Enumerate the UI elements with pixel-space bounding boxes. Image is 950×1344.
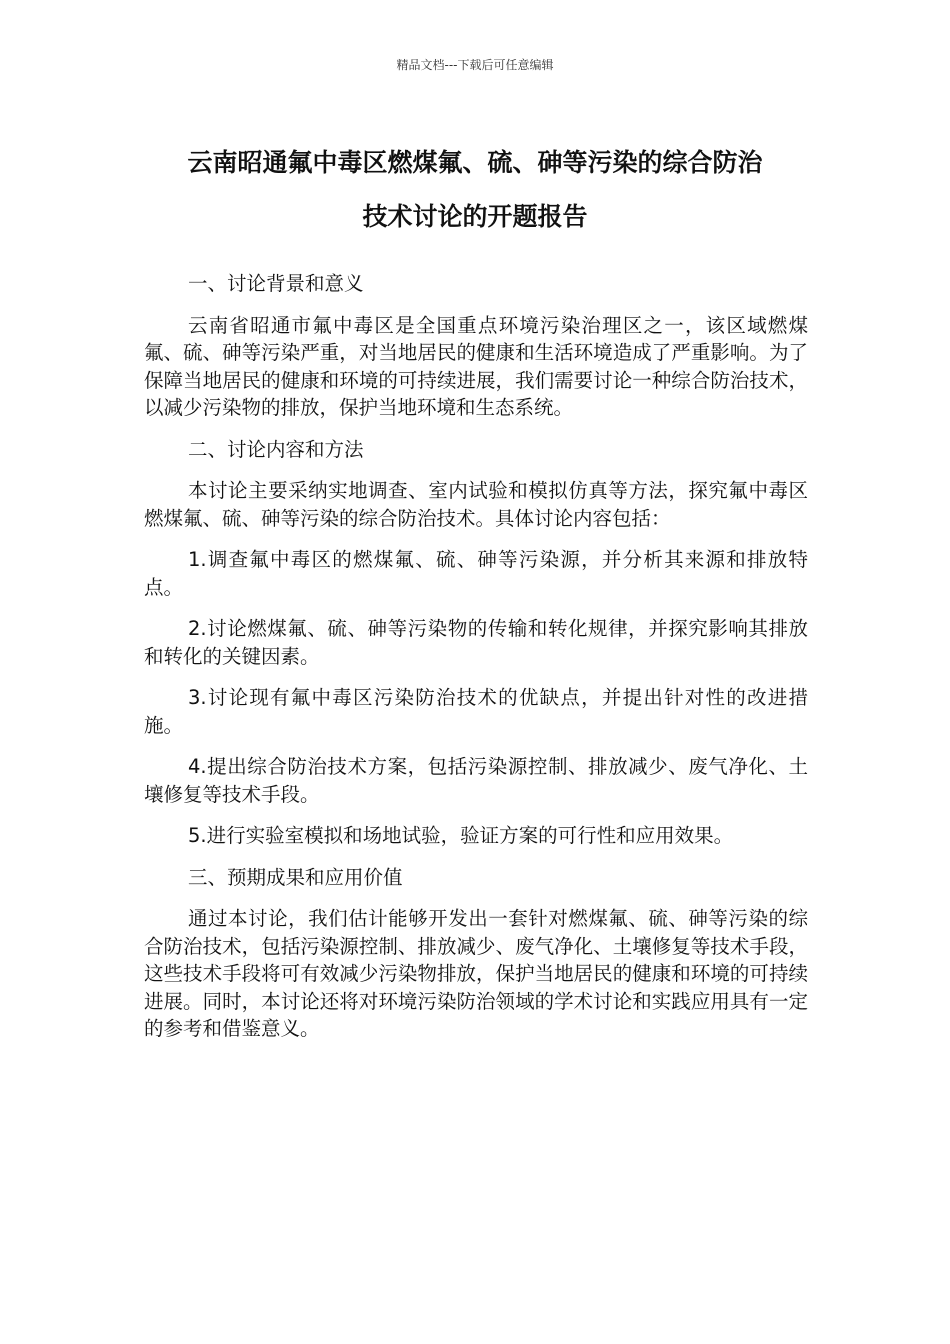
content-methods-paragraph: 本讨论主要采纳实地调查、室内试验和模拟仿真等方法，探究氟中毒区燃煤氟、硫、砷等污染的综合防治技术。具体讨论内容包括：	[144, 479, 808, 530]
content-item-3: 3.讨论现有氟中毒区污染防治技术的优缺点，并提出针对性的改进措施。	[144, 686, 808, 737]
title-line-2: 技术讨论的开题报告	[362, 202, 588, 231]
expected-results-paragraph: 通过本讨论，我们估计能够开发出一套针对燃煤氟、硫、砷等污染的综合防治技术，包括污染源控制、排放减少、废气净化、土壤修复等技术手段，这些技术手段将可有效减少污染物排放，保护当地居民的健康和环境的可持续进展。同时，本讨论还将对环境污染防治领域的学术讨论和实践应用具有一定的参考和借鉴意义。	[144, 907, 808, 1040]
section-heading-background: 一、讨论背景和意义	[188, 272, 364, 295]
document-title	[120, 136, 830, 244]
title-line-1: 云南昭通氟中毒区燃煤氟、硫、砷等污染的综合防治	[187, 148, 763, 177]
content-item-1: 1.调查氟中毒区的燃煤氟、硫、砷等污染源，并分析其来源和排放特点。	[144, 548, 808, 599]
content-item-4: 4.提出综合防治技术方案，包括污染源控制、排放减少、废气净化、土壤修复等技术手段。	[144, 755, 808, 806]
content-item-2: 2.讨论燃煤氟、硫、砷等污染物的传输和转化规律，并探究影响其排放和转化的关键因素。	[144, 617, 808, 668]
page-header: 精品文档---下载后可任意编辑	[396, 58, 554, 72]
section-heading-content-methods: 二、讨论内容和方法	[188, 437, 364, 461]
section-heading-expected-results: 三、预期成果和应用价值	[188, 865, 403, 889]
content-item-5: 5.进行实验室模拟和场地试验，验证方案的可行性和应用效果。	[188, 824, 734, 847]
document-body	[144, 270, 808, 1057]
background-paragraph: 云南省昭通市氟中毒区是全国重点环境污染治理区之一，该区域燃煤氟、硫、砷等污染严重，对当地居民的健康和生活环境造成了严重影响。为了保障当地居民的健康和环境的可持续进展，我们需要讨论一种综合防治技术，以减少污染物的排放，保护当地环境和生态系统。	[144, 313, 808, 419]
